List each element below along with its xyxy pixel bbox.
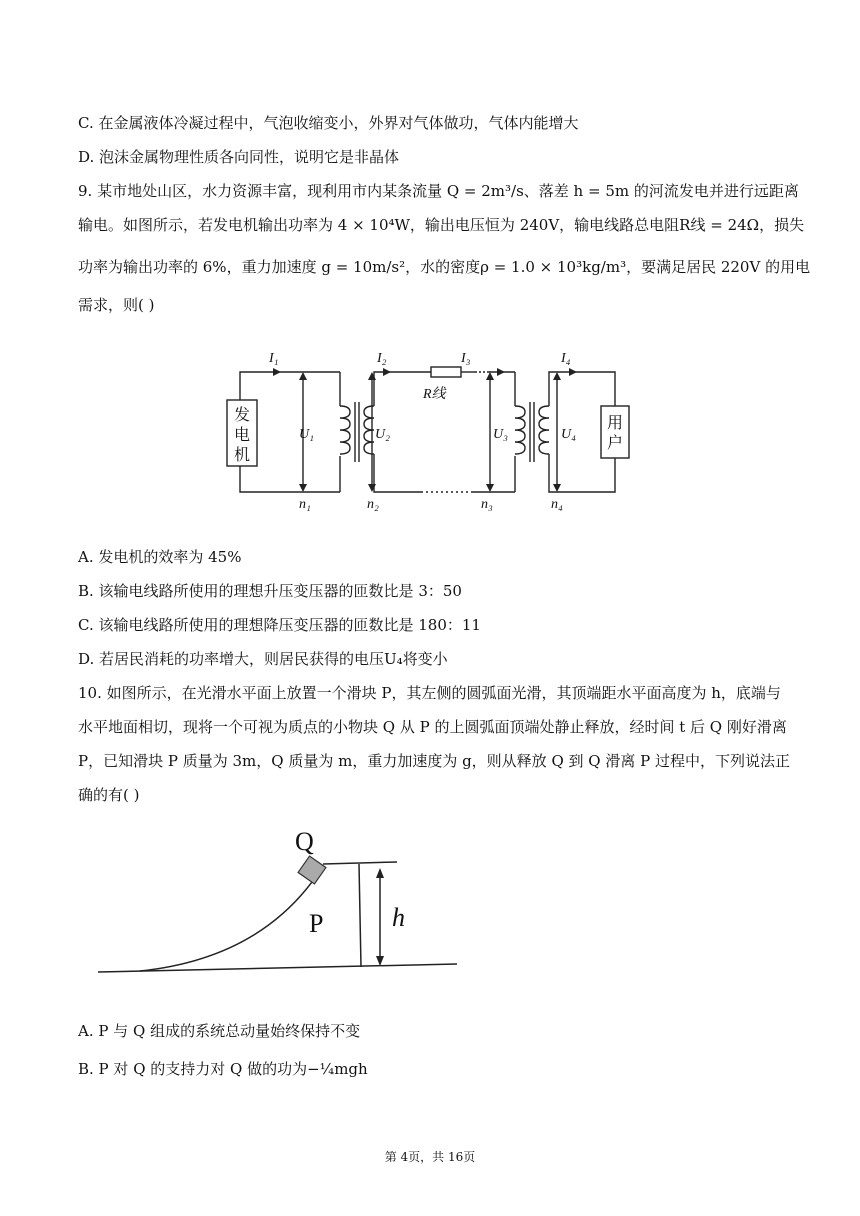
q9-stem-line-3: 功率为输出功率的 6%，重力加速度 g = 10m/s²，水的密度ρ = 1.0 × 10³kg/m³，要满足居民 220V 的用电 bbox=[78, 258, 811, 276]
q10-option-b: B. P 对 Q 的支持力对 Q 做的功为−¼mgh bbox=[78, 1060, 368, 1078]
q9-option-a: A. 发电机的效率为 45% bbox=[78, 548, 242, 566]
page-footer: 第 4页，共 16页 bbox=[384, 1150, 476, 1164]
q9-option-b: B. 该输电线路所使用的理想升压变压器的匝数比是 3：50 bbox=[78, 582, 462, 600]
generator-char-3: 机 bbox=[234, 447, 251, 464]
q9-option-c: C. 该输电线路所使用的理想降压变压器的匝数比是 180：11 bbox=[78, 616, 481, 634]
label-i3: I₃ bbox=[461, 351, 471, 366]
label-u4: U₄ bbox=[561, 427, 576, 442]
q8-option-d: D. 泡沫金属物理性质各向同性，说明它是非晶体 bbox=[78, 148, 400, 166]
label-i1: I₁ bbox=[269, 351, 279, 366]
label-n3: n₃ bbox=[481, 497, 493, 512]
slider-ramp-figure bbox=[95, 820, 465, 980]
label-u2: U₂ bbox=[375, 427, 390, 442]
label-h: h bbox=[392, 903, 405, 932]
label-p: P bbox=[309, 909, 324, 938]
q9-stem-line-1: 9. 某市地处山区，水力资源丰富，现利用市内某条流量 Q = 2m³/s、落差 h = 5m 的河流发电并进行远距离 bbox=[78, 182, 799, 200]
q10-stem-line-3: P，已知滑块 P 质量为 3m，Q 质量为 m，重力加速度为 g，则从释放 Q 到 Q 滑离 P 过程中，下列说法正 bbox=[78, 752, 790, 770]
q8-option-c: C. 在金属液体冷凝过程中，气泡收缩变小，外界对气体做功，气体内能增大 bbox=[78, 114, 579, 132]
q10-stem-line-1: 10. 如图所示，在光滑水平面上放置一个滑块 P，其左侧的圆弧面光滑，其顶端距水平面高度为 h，底端与 bbox=[78, 684, 781, 702]
q10-option-a: A. P 与 Q 组成的系统总动量始终保持不变 bbox=[78, 1022, 361, 1040]
transmission-circuit-figure bbox=[215, 340, 645, 520]
label-n2: n₂ bbox=[367, 497, 379, 512]
user-char-2: 户 bbox=[607, 435, 624, 452]
label-n4: n₄ bbox=[551, 497, 563, 512]
q10-stem-line-4: 确的有( ) bbox=[78, 786, 140, 804]
generator-char-2: 电 bbox=[234, 427, 251, 444]
label-i4: I₄ bbox=[561, 351, 571, 366]
q9-option-d: D. 若居民消耗的功率增大，则居民获得的电压U₄将变小 bbox=[78, 650, 448, 668]
q9-stem-line-4: 需求，则( ) bbox=[78, 296, 155, 314]
user-char-1: 用 bbox=[607, 415, 624, 432]
q9-stem-line-2: 输电。如图所示，若发电机输出功率为 4 × 10⁴W，输出电压恒为 240V，输电线路总电阻R线 = 24Ω，损失 bbox=[78, 216, 805, 234]
label-u1: U₁ bbox=[299, 427, 314, 442]
label-q: Q bbox=[295, 827, 314, 856]
label-i2: I₂ bbox=[377, 351, 387, 366]
label-u3: U₃ bbox=[493, 427, 508, 442]
label-r-line: R线 bbox=[423, 387, 446, 402]
generator-char-1: 发 bbox=[234, 407, 251, 424]
q10-stem-line-2: 水平地面相切，现将一个可视为质点的小物块 Q 从 P 的上圆弧面顶端处静止释放，经时间 t 后 Q 刚好滑离 bbox=[78, 718, 787, 736]
label-n1: n₁ bbox=[299, 497, 311, 512]
